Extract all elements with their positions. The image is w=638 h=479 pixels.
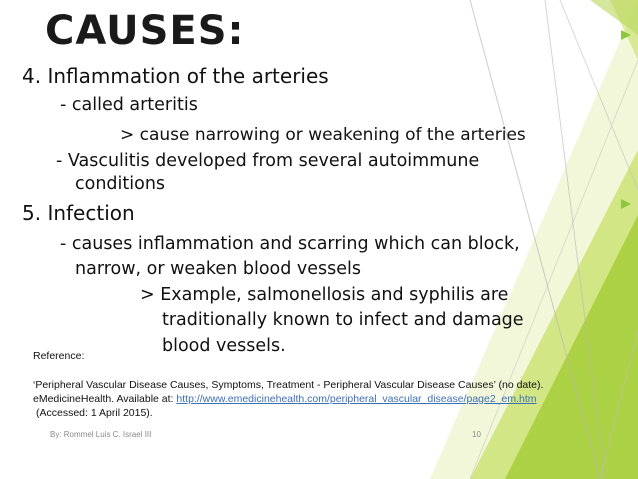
item4-sub1: - called arteritis [60, 95, 198, 115]
footer-author: By: Rommel Luis C. Israel III [50, 430, 152, 439]
reference-citation-line1: ‘Peripheral Vascular Disease Causes, Symptoms, Treatment - Peripheral Vascular Disease Causes’ (no date). [33, 379, 544, 391]
reference-label: Reference: [33, 350, 85, 362]
item4-sub2-line2: conditions [75, 174, 166, 194]
item5-example-line1: > Example, salmonellosis and syphilis are [140, 285, 509, 305]
item5-sub1-line1: - causes inflammation and scarring which can block, [60, 234, 520, 254]
reference-citation-line2 [33, 393, 537, 405]
item4-heading: 4. Inflammation of the arteries [22, 64, 329, 88]
reference-citation-prefix: eMedicineHealth. Available at: [33, 393, 177, 405]
item5-example-line3: blood vessels. [162, 336, 286, 356]
reference-url-link[interactable]: http://www.emedicinehealth.com/peripheral_vascular_disease/page2_em.htm [176, 393, 537, 405]
item4-sub2-line1: - Vasculitis developed from several autoimmune [56, 151, 480, 171]
item5-sub1-line2: narrow, or weaken blood vessels [75, 259, 362, 279]
reference-accessed: (Accessed: 1 April 2015). [36, 407, 153, 419]
slide-title: CAUSES: [45, 8, 245, 54]
item5-example-line2: traditionally known to infect and damage [162, 310, 524, 330]
item4-sub1-detail: > cause narrowing or weakening of the arteries [120, 125, 526, 145]
item5-heading: 5. Infection [22, 201, 135, 225]
triangle-right-icon [620, 198, 632, 210]
triangle-right-icon [620, 29, 632, 41]
slide-page-number: 10 [472, 430, 481, 439]
